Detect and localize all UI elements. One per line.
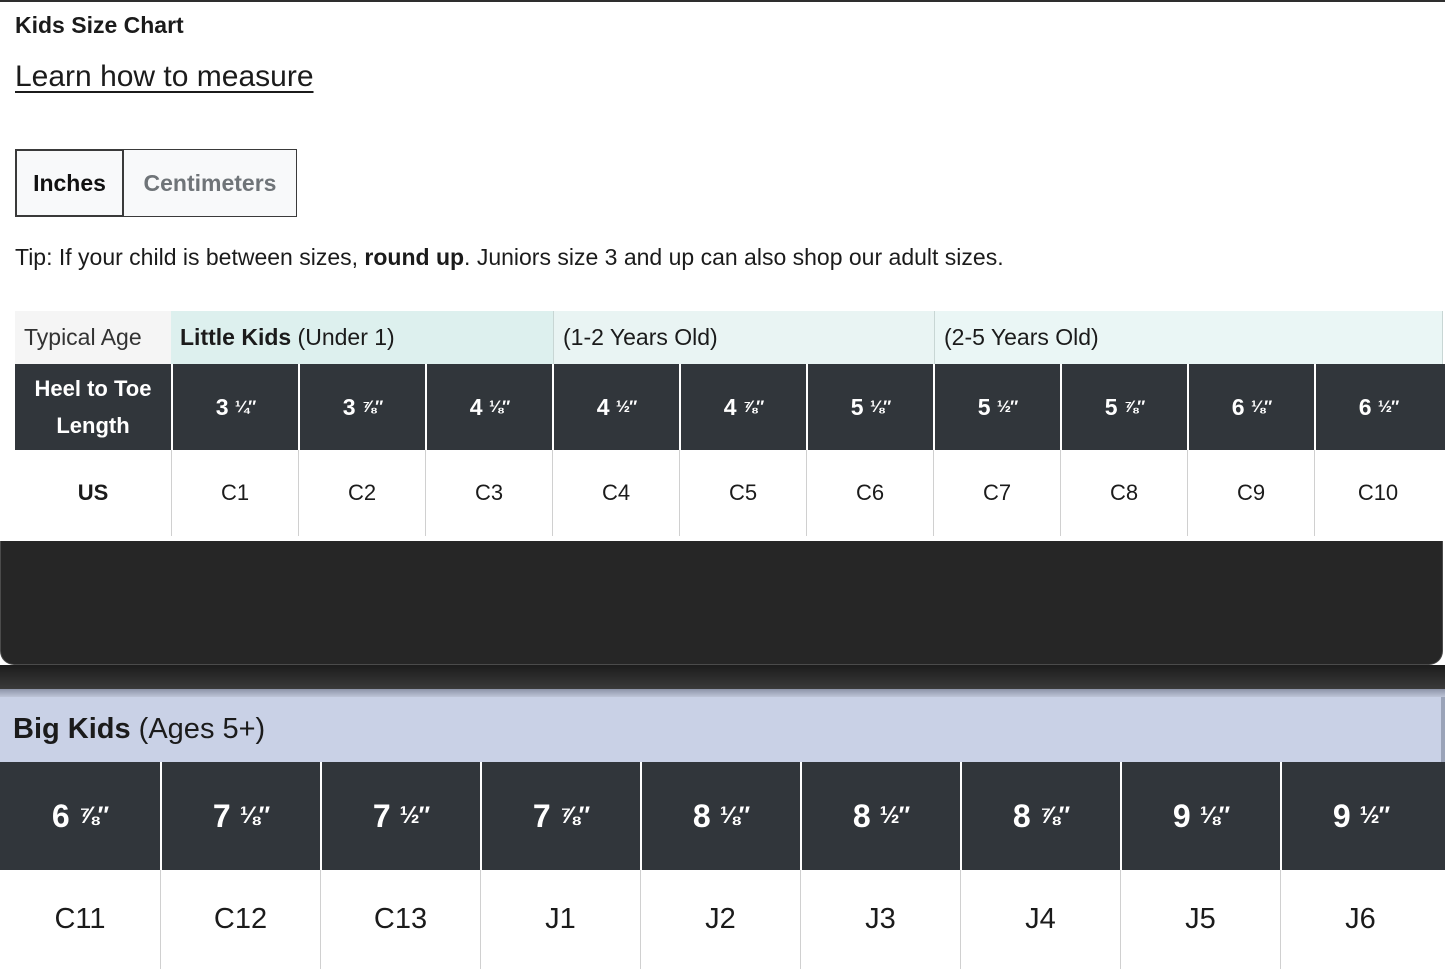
us-size-cell: C8 [1060,450,1187,536]
big-kids-length-row [0,762,1445,870]
heel-to-toe-row [15,364,1445,450]
length-cell: 4 ⅞″ [679,364,806,450]
length-cell: 4 ½″ [552,364,679,450]
big-kids-title: Big Kids [13,713,131,745]
us-size-cell: J5 [1120,870,1280,969]
us-size-cell: J2 [640,870,800,969]
tip-prefix: Tip: If your child is between sizes, [15,244,365,270]
length-cell: 7 ⅞″ [480,762,640,870]
length-cell: 6 ½″ [1314,364,1441,450]
age-group-range: (Under 1) [291,324,395,350]
tip-bold: round up [364,244,465,270]
age-group-name: Little Kids [180,324,292,350]
length-cell: 9 ½″ [1280,762,1440,870]
us-label: US [77,480,109,505]
us-size-cell: J3 [800,870,960,969]
length-cell: 5 ½″ [933,364,1060,450]
big-kids-us-row [0,870,1445,969]
typical-age-row [15,311,1445,364]
us-size-cell: C13 [320,870,480,969]
learn-how-to-measure-link[interactable]: Learn how to measure [15,60,314,93]
length-cell: 3 ⅞″ [298,364,425,450]
size-tip [15,244,1004,271]
length-cell: 6 ⅛″ [1187,364,1314,450]
page-title: Kids Size Chart [15,12,184,38]
heel-to-toe-line2: Length [56,413,130,438]
big-kids-header [0,697,1445,762]
length-cell: 8 ⅛″ [640,762,800,870]
length-cell: 5 ⅞″ [1060,364,1187,450]
typical-age-label: Typical Age [15,311,171,364]
length-cell: 8 ½″ [800,762,960,870]
us-size-cell: C3 [425,450,552,536]
us-size-cell: C4 [552,450,679,536]
us-size-cell: C5 [679,450,806,536]
us-size-cell: J4 [960,870,1120,969]
us-size-cell: C6 [806,450,933,536]
us-size-cell: C11 [54,903,106,935]
age-group-little-kids [171,311,553,364]
little-kids-size-table [15,311,1445,536]
top-divider [0,0,1445,2]
age-group-1-2-years: (1-2 Years Old) [553,311,934,364]
unit-toggle [15,149,297,217]
heel-to-toe-line1: Heel to Toe [34,376,152,401]
tip-suffix: . Juniors size 3 and up can also shop our adult sizes. [464,244,1004,270]
heel-to-toe-label [15,364,171,450]
us-size-cell: C12 [160,870,320,969]
us-size-cell: J6 [1280,870,1440,969]
age-group-2-5-years: (2-5 Years Old) [934,311,1443,364]
length-cell: 4 ⅛″ [425,364,552,450]
length-cell: 6 ⅞″ [51,797,109,834]
us-size-cell: C10 [1314,450,1441,536]
length-cell: 3 ¼″ [171,364,298,450]
length-cell: 5 ⅛″ [806,364,933,450]
us-size-cell: C2 [298,450,425,536]
length-cell: 7 ⅛″ [160,762,320,870]
big-kids-age-range: (Ages 5+) [130,713,266,745]
big-kids-size-table [0,697,1445,969]
us-size-cell: J1 [480,870,640,969]
length-cell: 8 ⅞″ [960,762,1120,870]
dark-overlay-edge [0,665,1445,689]
centimeters-tab[interactable]: Centimeters [124,149,297,217]
us-size-cell: C1 [171,450,298,536]
us-size-cell: C7 [933,450,1060,536]
us-size-row [15,450,1445,536]
inches-tab[interactable]: Inches [15,149,124,217]
length-cell: 7 ½″ [320,762,480,870]
us-size-cell: C9 [1187,450,1314,536]
dark-overlay-band [0,541,1443,665]
length-cell: 9 ⅛″ [1120,762,1280,870]
